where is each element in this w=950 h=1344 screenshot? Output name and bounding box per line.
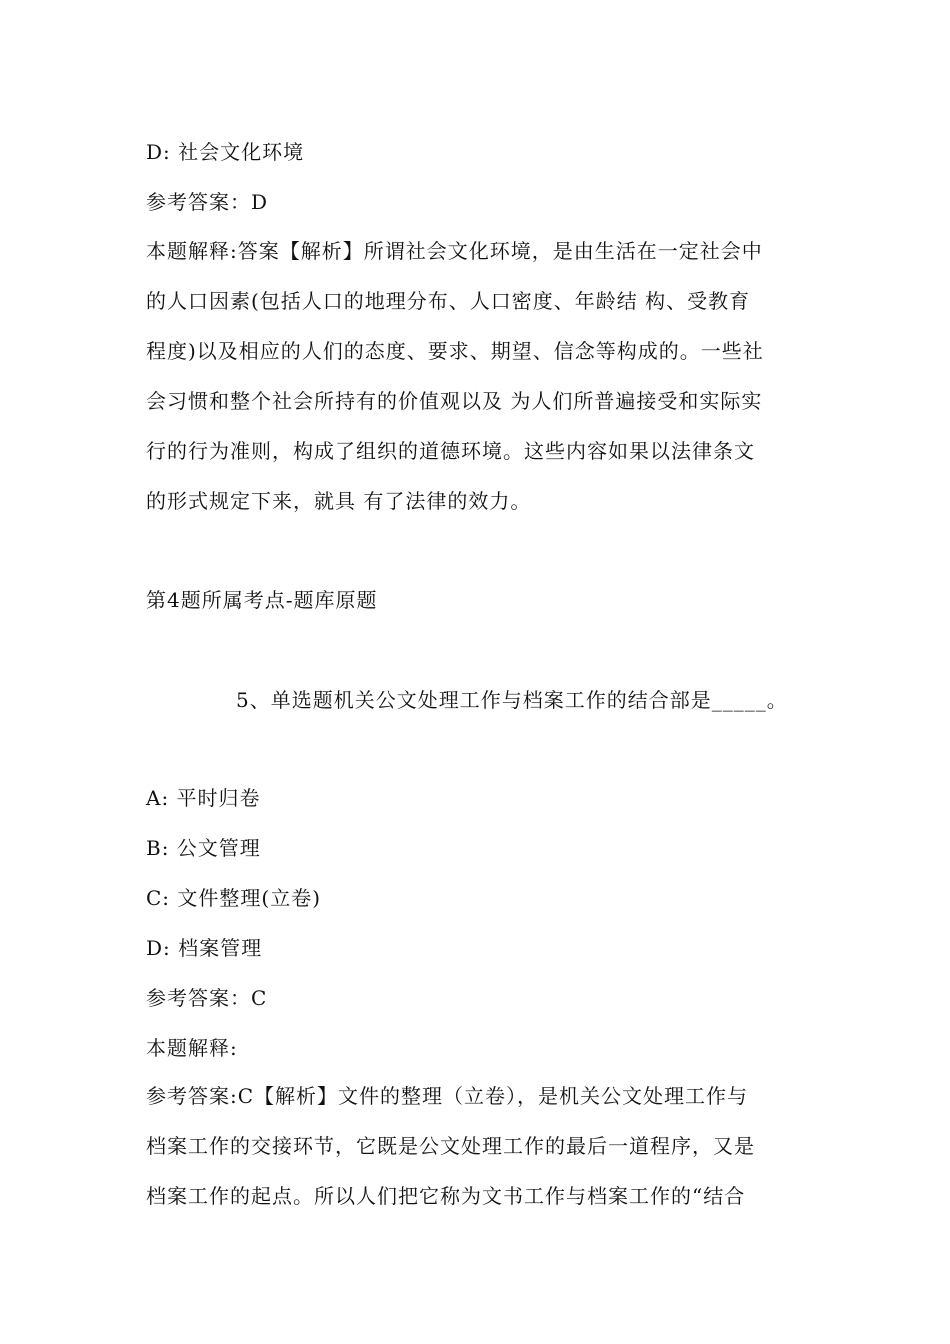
explanation-line: 的人口因素(包括人口的地理分布、人口密度、年龄结 构、受教育 <box>146 289 751 313</box>
explanation-line: 本题解释:答案【解析】所谓社会文化环境，是由生活在一定社会中 <box>146 239 763 263</box>
previous-explanation <box>146 226 806 526</box>
answer: 参考答案：C <box>146 986 268 1010</box>
explanation-line: 档案工作的起点。所以人们把它称为文书工作与档案工作的“结合 <box>146 1184 746 1208</box>
option-a: A: 平时归卷 <box>146 786 261 810</box>
option-d: D: 档案管理 <box>146 936 263 960</box>
option-c: C: 文件整理(立卷) <box>146 886 322 910</box>
topic-label: 第4题所属考点-题库原题 <box>146 588 378 612</box>
explanation-label: 本题解释: <box>146 1036 238 1060</box>
question-explanation <box>146 1071 806 1221</box>
explanation-line: 会习惯和整个社会所持有的价值观以及 为人们所普遍接受和实际实 <box>146 389 763 413</box>
question-stem: 5、单选题机关公文处理工作与档案工作的结合部是_____。 <box>236 688 788 712</box>
previous-answer: 参考答案：D <box>146 190 269 214</box>
explanation-line: 程度)以及相应的人们的态度、要求、期望、信念等构成的。一些社 <box>146 339 764 363</box>
explanation-line: 行的行为准则，构成了组织的道德环境。这些内容如果以法律条文 <box>146 439 755 463</box>
explanation-line: 参考答案:C【解析】文件的整理（立卷），是机关公文处理工作与 <box>146 1084 749 1108</box>
explanation-line: 档案工作的交接环节，它既是公文处理工作的最后一道程序，又是 <box>146 1134 755 1158</box>
previous-option-d: D: 社会文化环境 <box>146 140 305 164</box>
option-b: B: 公文管理 <box>146 836 261 860</box>
explanation-line: 的形式规定下来，就具 有了法律的效力。 <box>146 489 532 513</box>
